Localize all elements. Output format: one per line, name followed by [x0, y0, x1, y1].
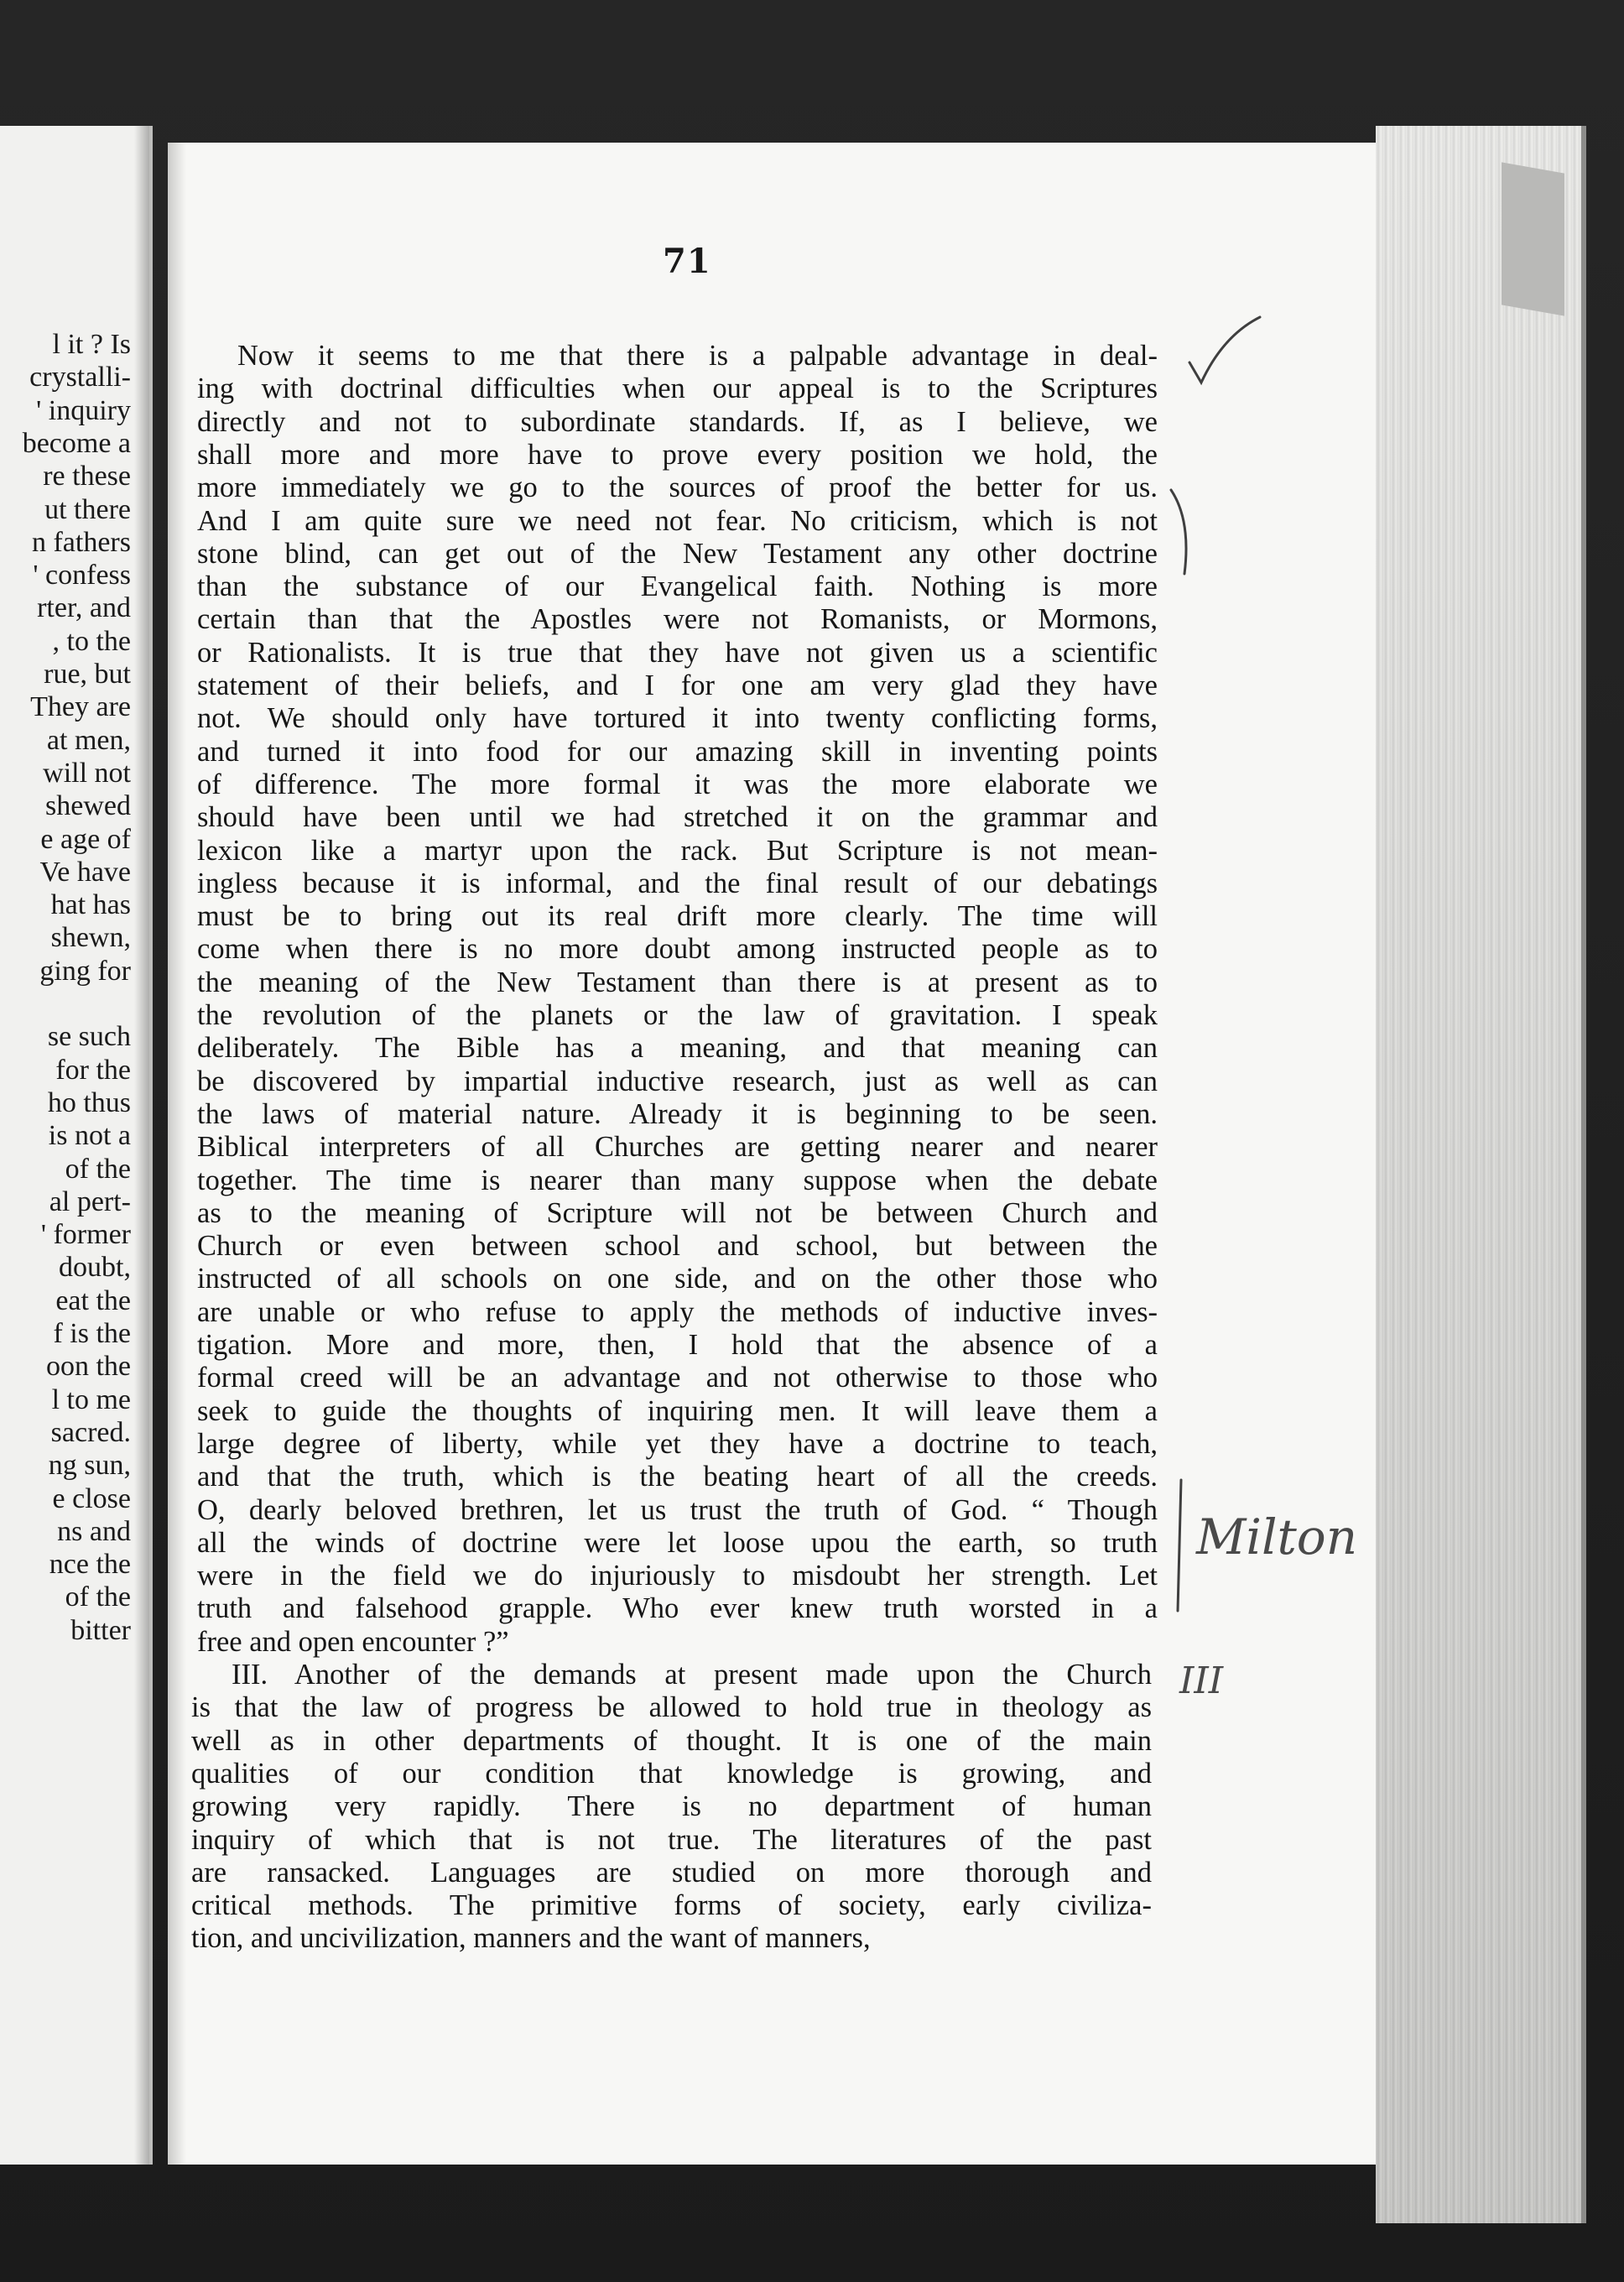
left-page-line: l it ? Is: [52, 329, 131, 360]
body-line: is that the law of progress be allowed to hold true in theology as: [191, 1691, 1152, 1724]
body-line: Church or even between school and school, but between the: [197, 1230, 1158, 1263]
left-page-line: doubt,: [59, 1252, 131, 1284]
body-line: must be to bring out its real drift more clearly. The time will: [197, 900, 1158, 933]
left-page-line: at men,: [46, 724, 131, 756]
left-page-line: shewed: [45, 790, 131, 822]
body-line: free and open encounter ?”: [197, 1625, 509, 1658]
body-line: large degree of liberty, while yet they have a doctrine to teach,: [197, 1427, 1158, 1460]
left-page-line: ho thus: [47, 1086, 131, 1118]
body-line: seek to guide the thoughts of inquiring men. It will leave them a: [197, 1394, 1158, 1427]
body-line: stone blind, can get out of the New Testament any other doctrine: [197, 537, 1158, 570]
left-page-line: ns and: [57, 1515, 131, 1547]
page-number: 71: [663, 242, 711, 281]
left-page-line: ng sun,: [48, 1450, 131, 1482]
left-page-line: for the: [55, 1054, 131, 1086]
body-line: statement of their beliefs, and I for one am very glad they have: [197, 669, 1158, 701]
left-page-line: e close: [52, 1482, 131, 1514]
left-page-line: is not a: [48, 1120, 131, 1152]
check-mark-annotation: [1183, 310, 1267, 394]
body-line: should have been until we had stretched it on the grammar and: [197, 801, 1158, 834]
left-page-line: will not: [43, 757, 131, 789]
body-line: formal creed will be an advantage and not otherwise to those who: [197, 1362, 1158, 1394]
body-line: the meaning of the New Testament than there is at present as to: [197, 966, 1158, 998]
body-line: and that the truth, which is the beating heart of all the creeds.: [197, 1461, 1158, 1493]
left-page-line: rter, and: [37, 592, 131, 624]
left-page-line: Ve have: [39, 856, 131, 888]
body-line: lexicon like a martyr upon the rack. But Scripture is not mean-: [197, 834, 1158, 867]
left-page-gutter-shadow: [134, 126, 149, 2165]
body-line: than the substance of our Evangelical faith. Nothing is more: [197, 570, 1158, 603]
body-line: Biblical interpreters of all Churches are getting nearer and nearer: [197, 1131, 1158, 1164]
bracket-annotation: [1166, 487, 1200, 579]
body-line: or Rationalists. It is true that they have not given us a scientific: [197, 636, 1158, 669]
margin-word-text: Milton: [1196, 1508, 1358, 1566]
body-line: of difference. The more formal it was the more elaborate we: [197, 768, 1158, 800]
body-line: directly and not to subordinate standards. If, as I believe, we: [197, 405, 1158, 438]
left-page-line: of the: [65, 1581, 131, 1613]
body-line: were in the field we do injuriously to misdoubt her strength. Let: [197, 1560, 1158, 1592]
body-line: critical methods. The primitive forms of society, early civiliza-: [191, 1889, 1152, 1922]
left-page-line: re these: [43, 461, 131, 492]
body-line: are unable or who refuse to apply the methods of inductive inves-: [197, 1295, 1158, 1328]
body-line: not. We should only have tortured it into twenty conflicting forms,: [197, 702, 1158, 735]
body-line: O, dearly beloved brethren, let us trust the truth of God. “ Though: [197, 1493, 1158, 1526]
body-line: more immediately we go to the sources of proof the better for us.: [197, 472, 1158, 504]
body-line: together. The time is nearer than many suppose when the debate: [197, 1164, 1158, 1196]
left-page-line: n fathers: [31, 526, 131, 558]
body-line: tigation. More and more, then, I hold that the absence of a: [197, 1329, 1158, 1361]
body-line: well as in other departments of thought. It is one of the main: [191, 1724, 1152, 1757]
left-page-line: se such: [47, 1021, 131, 1053]
left-page-line: bitter: [70, 1614, 131, 1646]
left-page-line: l to me: [51, 1383, 131, 1415]
left-page-line: ut there: [44, 493, 131, 525]
left-page-line: eat the: [55, 1284, 131, 1316]
body-line: as to the meaning of Scripture will not be between Church and: [197, 1196, 1158, 1229]
body-line: ingless because it is informal, and the final result of our debatings: [197, 867, 1158, 899]
page-tab-marker: [1502, 162, 1564, 315]
left-page-line: hat has: [50, 889, 131, 921]
left-page-line: nce the: [49, 1549, 131, 1581]
body-line: truth and falsehood grapple. Who ever knew truth worsted in a: [197, 1592, 1158, 1625]
body-line: ing with doctrinal difficulties when our appeal is to the Scriptures: [197, 373, 1158, 405]
body-line: the revolution of the planets or the law of gravitation. I speak: [197, 999, 1158, 1031]
left-page-line: e age of: [40, 823, 131, 855]
body-line: come when there is no more doubt among instructed people as to: [197, 933, 1158, 966]
handwritten-milton-annotation: [1191, 1493, 1359, 1586]
left-page-line: oon the: [45, 1351, 131, 1383]
left-page-line: , to the: [52, 625, 131, 657]
body-line: deliberately. The Bible has a meaning, and that meaning can: [197, 1032, 1158, 1065]
margin-number-text: III: [1179, 1659, 1224, 1702]
body-line: instructed of all schools on one side, and on the other those who: [197, 1263, 1158, 1295]
body-line: inquiry of which that is not true. The literatures of the past: [191, 1823, 1152, 1856]
book-page-edges: [1376, 126, 1586, 2223]
body-line: all the winds of doctrine were let loose upou the earth, so truth: [197, 1526, 1158, 1559]
left-page-line: become a: [22, 427, 131, 459]
left-page-line: f is the: [53, 1318, 131, 1349]
left-page-line: ' former: [40, 1219, 131, 1251]
left-page-line: crystalli-: [29, 362, 131, 393]
handwritten-section-annotation: [1174, 1644, 1275, 1712]
body-line: are ransacked. Languages are studied on more thorough and: [191, 1856, 1152, 1889]
left-page-line: shewn,: [50, 922, 131, 954]
left-page-line: ging for: [39, 955, 131, 987]
body-line: shall more and more have to prove every position we hold, the: [197, 438, 1158, 471]
body-line: certain than that the Apostles were not Romanists, or Mormons,: [197, 603, 1158, 636]
body-line: growing very rapidly. There is no department of human: [191, 1790, 1152, 1823]
left-page-line: ' confess: [33, 560, 131, 591]
left-page-fragment: [0, 126, 153, 2165]
body-line: And I am quite sure we need not fear. No criticism, which is not: [197, 504, 1158, 537]
left-page-line: of the: [65, 1153, 131, 1185]
body-line: III. Another of the demands at present made upon the Church: [232, 1659, 1152, 1691]
body-line: be discovered by impartial inductive research, just as well as can: [197, 1065, 1158, 1097]
body-line: Now it seems to me that there is a palpable advantage in deal-: [237, 340, 1158, 372]
left-page-line: rue, but: [44, 659, 131, 690]
left-page-line: ' inquiry: [36, 394, 131, 426]
left-page-line: al pert-: [49, 1185, 131, 1217]
body-line: tion, and uncivilization, manners and the want of manners,: [191, 1922, 871, 1955]
body-line: the laws of material nature. Already it is beginning to be seen.: [197, 1097, 1158, 1130]
body-line: qualities of our condition that knowledge is growing, and: [191, 1757, 1152, 1790]
body-line: and turned it into food for our amazing skill in inventing points: [197, 735, 1158, 768]
right-page-gutter-shadow: [168, 143, 186, 2165]
left-page-line: They are: [30, 691, 131, 723]
left-page-line: sacred.: [50, 1416, 131, 1448]
